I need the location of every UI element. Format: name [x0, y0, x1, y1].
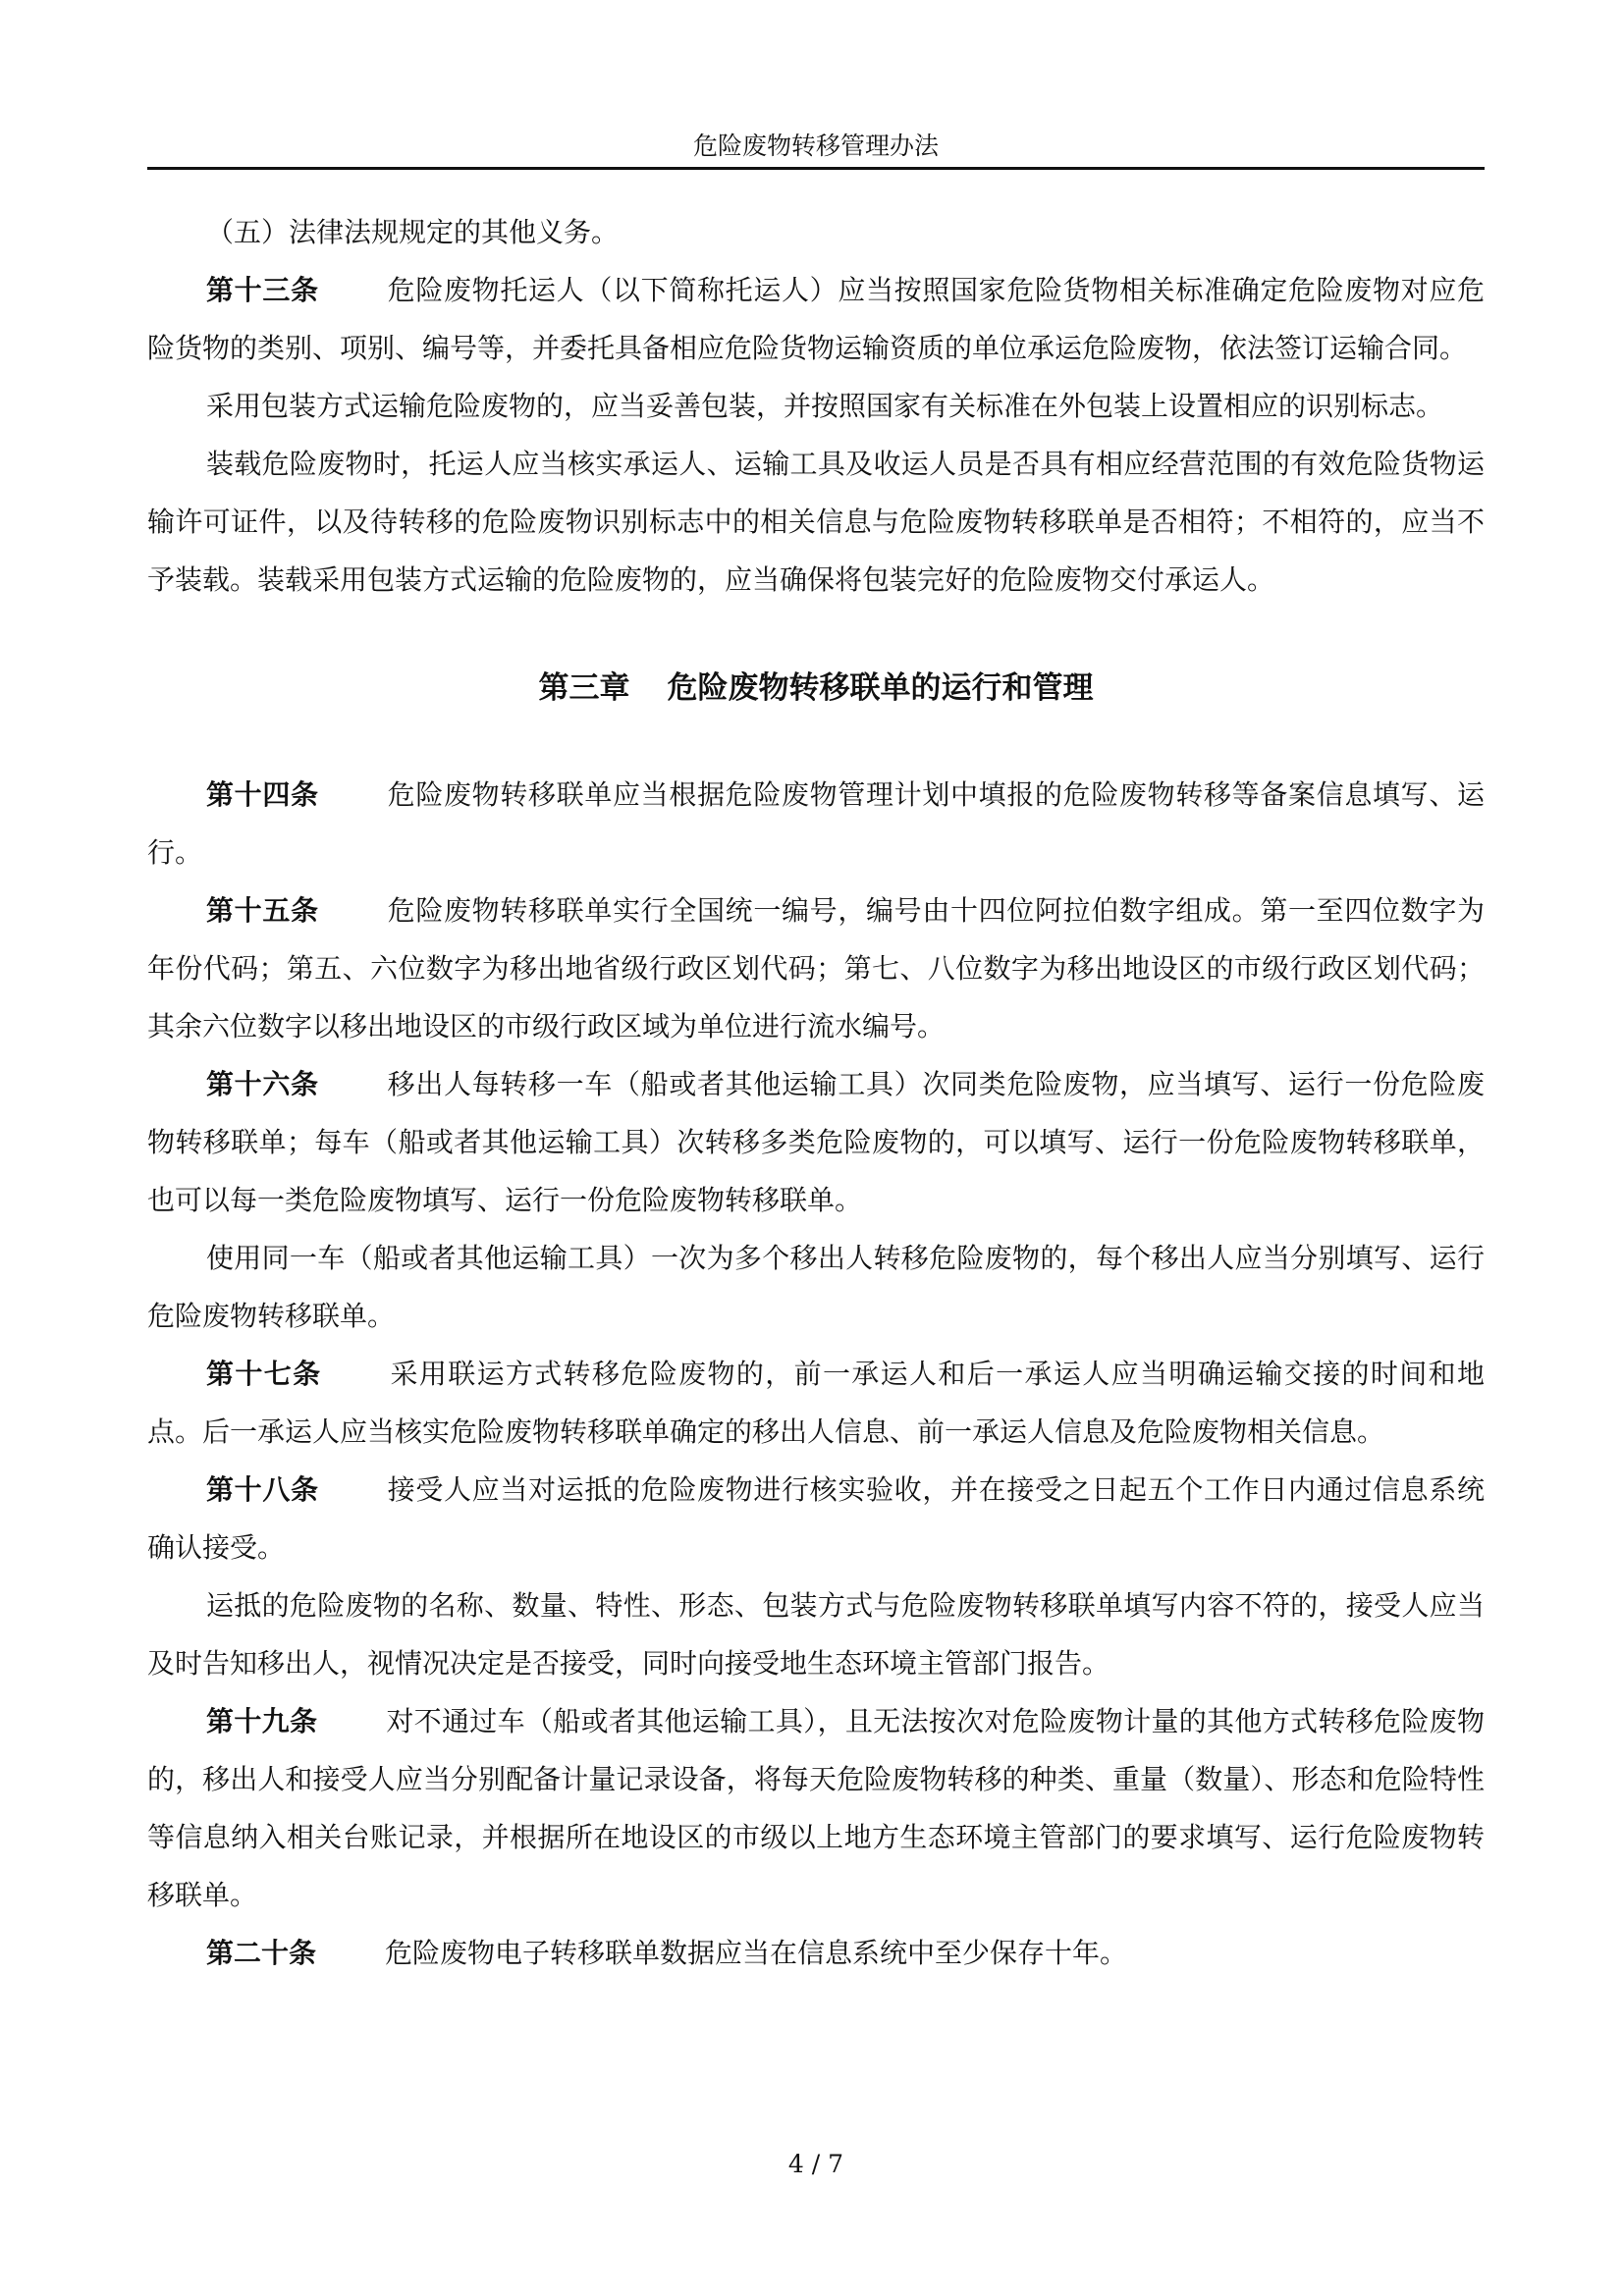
article-20-text: 危险废物电子转移联单数据应当在信息系统中至少保存十年。	[385, 1937, 1128, 1969]
article-18-number: 第十八条	[206, 1473, 319, 1506]
article-15-text: 危险废物转移联单实行全国统一编号，编号由十四位阿拉伯数字组成。第一至四位数字为年份代码；第五、六位数字为移出地省级行政区划代码；第七、八位数字为移出地设区的市级行政区划代码；其余六位数字以移出地设区的市级行政区域为单位进行流水编号。	[147, 894, 1485, 1042]
article-19	[147, 1692, 1485, 1924]
article-20-number: 第二十条	[206, 1937, 317, 1969]
chapter-title: 危险废物转移联单的运行和管理	[667, 670, 1094, 706]
document-body	[147, 203, 1485, 1982]
paragraph-mismatch: 运抵的危险废物的名称、数量、特性、形态、包装方式与危险废物转移联单填写内容不符的，接受人应当及时告知移出人，视情况决定是否接受，同时向接受地生态环境主管部门报告。	[147, 1589, 1485, 1680]
article-15-number: 第十五条	[206, 894, 319, 927]
paragraph-loading: 装载危险废物时，托运人应当核实承运人、运输工具及收运人员是否具有相应经营范围的有效危险货物运输许可证件，以及待转移的危险废物识别标志中的相关信息与危险废物转移联单是否相符；不相符的，应当不予装载。装载采用包装方式运输的危险废物的，应当确保将包装完好的危险废物交付承运人。	[147, 448, 1485, 596]
chapter-heading	[147, 666, 1485, 711]
article-14	[147, 766, 1485, 881]
chapter-number: 第三章	[538, 670, 630, 706]
article-16-number: 第十六条	[206, 1068, 319, 1100]
article-17-text: 采用联运方式转移危险废物的，前一承运人和后一承运人应当明确运输交接的时间和地点。后一承运人应当核实危险废物转移联单确定的移出人信息、前一承运人信息及危险废物相关信息。	[147, 1358, 1485, 1448]
article-17	[147, 1345, 1485, 1461]
article-14-number: 第十四条	[206, 778, 319, 811]
article-13-number: 第十三条	[206, 274, 319, 306]
page-number: 4 / 7	[787, 2150, 844, 2178]
article-18	[147, 1461, 1485, 1576]
article-18-text: 接受人应当对运抵的危险废物进行核实验收，并在接受之日起五个工作日内通过信息系统确认接受。	[147, 1473, 1485, 1564]
article-15	[147, 881, 1485, 1055]
paragraph-packaging: 采用包装方式运输危险废物的，应当妥善包装，并按照国家有关标准在外包装上设置相应的识别标志。	[206, 390, 1444, 422]
paragraph-shared-vehicle: 使用同一车（船或者其他运输工具）一次为多个移出人转移危险废物的，每个移出人应当分别填写、运行危险废物转移联单。	[147, 1242, 1485, 1332]
article-14-text: 危险废物转移联单应当根据危险废物管理计划中填报的危险废物转移等备案信息填写、运行。	[147, 778, 1485, 869]
article-16-text: 移出人每转移一车（船或者其他运输工具）次同类危险废物，应当填写、运行一份危险废物转移联单；每车（船或者其他运输工具）次转移多类危险废物的，可以填写、运行一份危险废物转移联单，也可以每一类危险废物填写、运行一份危险废物转移联单。	[147, 1068, 1485, 1216]
paragraph-clause-5: （五）法律法规规定的其他义务。	[206, 216, 620, 248]
article-16	[147, 1055, 1485, 1229]
page-header-title: 危险废物转移管理办法	[692, 132, 939, 160]
article-13-text: 危险废物托运人（以下简称托运人）应当按照国家危险货物相关标准确定危险废物对应危险货物的类别、项别、编号等，并委托具备相应危险货物运输资质的单位承运危险废物，依法签订运输合同。	[147, 274, 1485, 364]
article-19-text: 对不通过车（船或者其他运输工具），且无法按次对危险废物计量的其他方式转移危险废物的，移出人和接受人应当分别配备计量记录设备，将每天危险废物转移的种类、重量（数量）、形态和危险特性等信息纳入相关台账记录，并根据所在地设区的市级以上地方生态环境主管部门的要求填写、运行危险废物转移联单。	[147, 1705, 1485, 1911]
header-divider	[147, 167, 1485, 170]
article-20	[147, 1924, 1485, 1982]
article-13	[147, 261, 1485, 377]
article-17-number: 第十七条	[206, 1358, 322, 1390]
article-19-number: 第十九条	[206, 1705, 318, 1737]
